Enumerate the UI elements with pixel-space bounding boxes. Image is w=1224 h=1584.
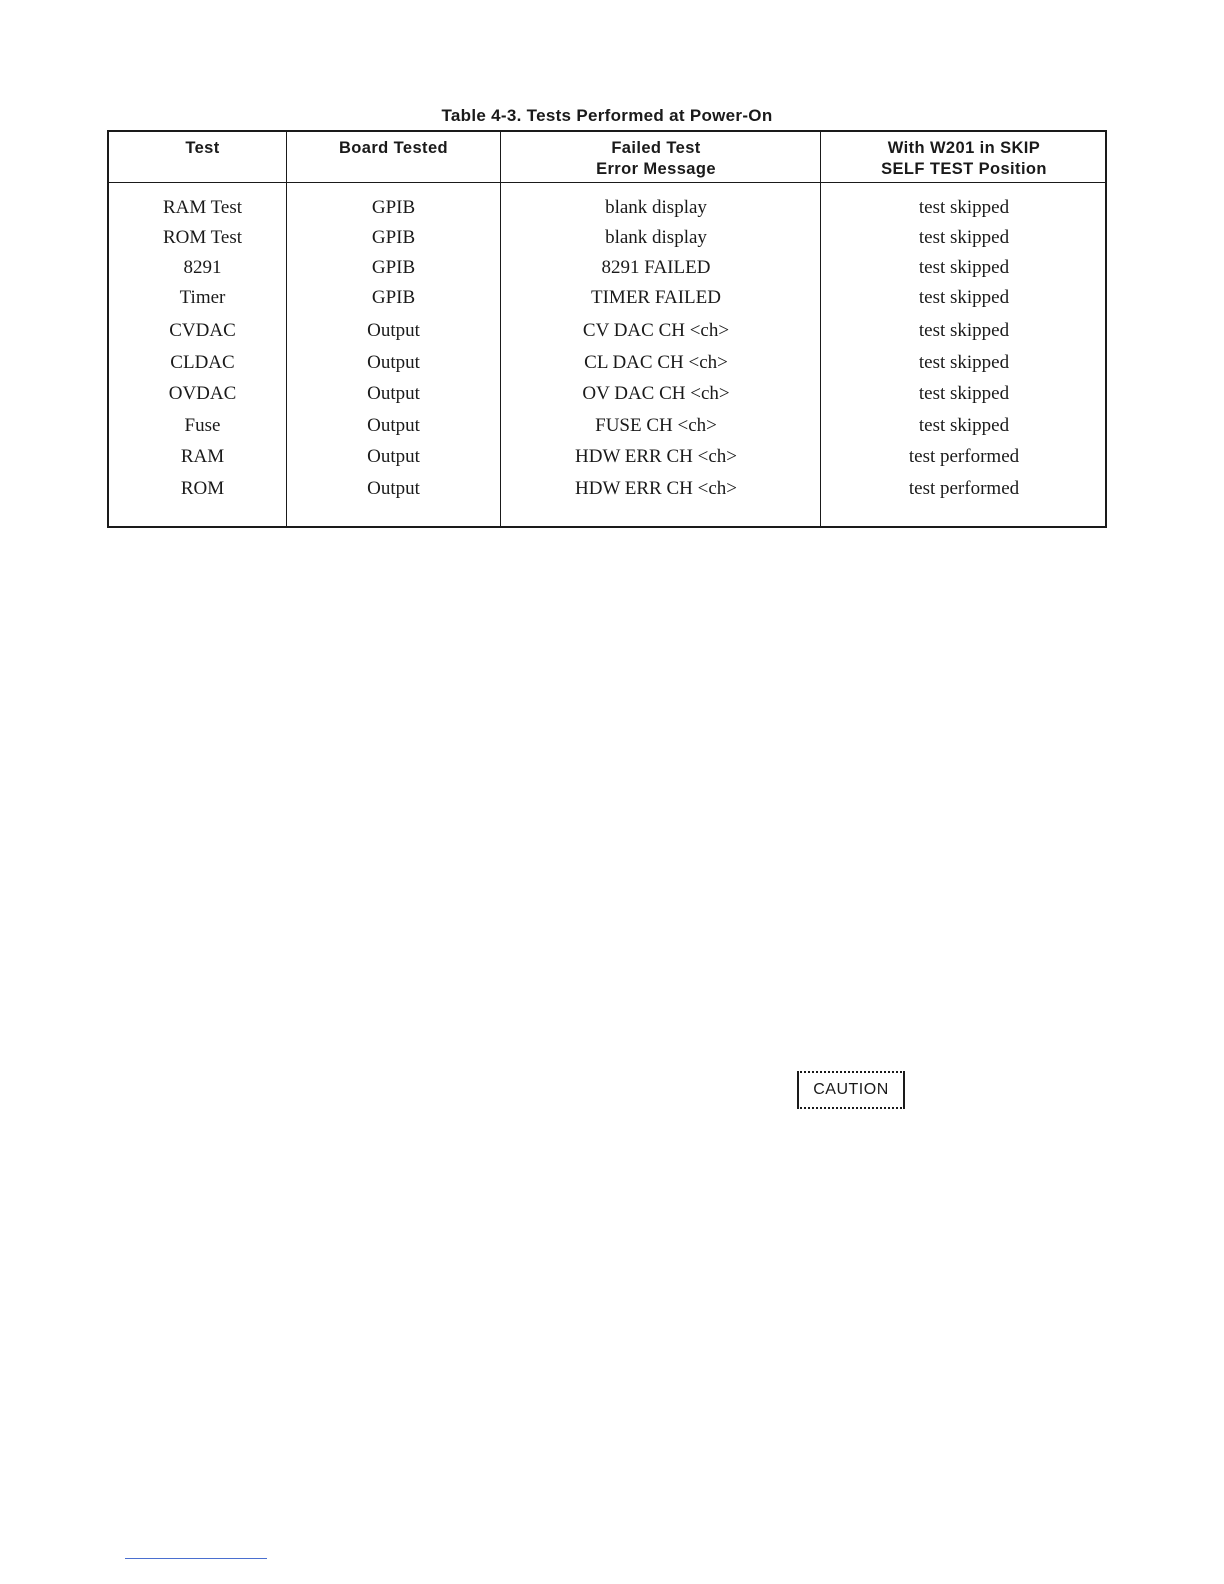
cell-test: ROM <box>180 478 225 499</box>
cell-error: TIMER FAILED <box>591 287 721 308</box>
cell-board: GPIB <box>371 257 416 278</box>
cell-skip: test performed <box>908 446 1020 467</box>
header-test-label: Test <box>185 139 220 157</box>
power-on-tests-table <box>107 130 1107 528</box>
cell-test: Fuse <box>184 415 221 436</box>
cell-error: OV DAC CH <ch> <box>582 383 730 404</box>
header-rule <box>109 182 1105 183</box>
cell-skip: test skipped <box>918 227 1010 248</box>
cell-test: 8291 <box>183 257 222 278</box>
header-skip-line2: SELF TEST Position <box>881 160 1047 178</box>
cell-test: OVDAC <box>168 383 237 404</box>
header-skip-line1: With W201 in SKIP <box>887 139 1041 157</box>
cell-test: Timer <box>179 287 226 308</box>
cell-error: blank display <box>605 197 707 218</box>
cell-test: RAM <box>180 446 225 467</box>
cell-error: CL DAC CH <ch> <box>584 352 728 373</box>
header-board-label: Board Tested <box>338 139 448 157</box>
cell-error: 8291 FAILED <box>601 257 711 278</box>
cell-skip: test skipped <box>918 352 1010 373</box>
cell-skip: test skipped <box>918 320 1010 341</box>
cell-board: Output <box>367 446 420 467</box>
header-error-line2: Error Message <box>596 160 716 178</box>
cell-skip: test skipped <box>918 287 1010 308</box>
header-error-line1: Failed Test <box>611 139 701 157</box>
table-title: Table 4-3. Tests Performed at Power-On <box>441 106 773 125</box>
cell-board: Output <box>367 383 420 404</box>
cell-skip: test skipped <box>918 415 1010 436</box>
cell-board: GPIB <box>371 227 416 248</box>
cell-test: RAM Test <box>162 197 243 218</box>
cell-board: Output <box>367 415 420 436</box>
cell-error: blank display <box>605 227 707 248</box>
cell-board: GPIB <box>371 287 416 308</box>
cell-board: Output <box>367 478 420 499</box>
cell-skip: test skipped <box>918 257 1010 278</box>
cell-error: CV DAC CH <ch> <box>582 320 730 341</box>
caution-label: CAUTION <box>797 1071 905 1109</box>
footnote-rule <box>125 1558 267 1559</box>
cell-test: CVDAC <box>169 320 236 341</box>
cell-error: FUSE CH <ch> <box>595 415 717 436</box>
cell-skip: test performed <box>908 478 1020 499</box>
header-board-tested <box>287 138 500 159</box>
cell-test: CLDAC <box>170 352 235 373</box>
cell-skip: test skipped <box>918 197 1010 218</box>
cell-board: GPIB <box>371 197 416 218</box>
cell-test: ROM Test <box>162 227 243 248</box>
header-skip-position <box>821 138 1107 180</box>
cell-skip: test skipped <box>918 383 1010 404</box>
cell-board: Output <box>367 320 420 341</box>
cell-error: HDW ERR CH <ch> <box>575 446 737 467</box>
cell-error: HDW ERR CH <ch> <box>575 478 737 499</box>
header-error-message <box>501 138 811 180</box>
cell-board: Output <box>367 352 420 373</box>
header-test <box>109 138 296 159</box>
